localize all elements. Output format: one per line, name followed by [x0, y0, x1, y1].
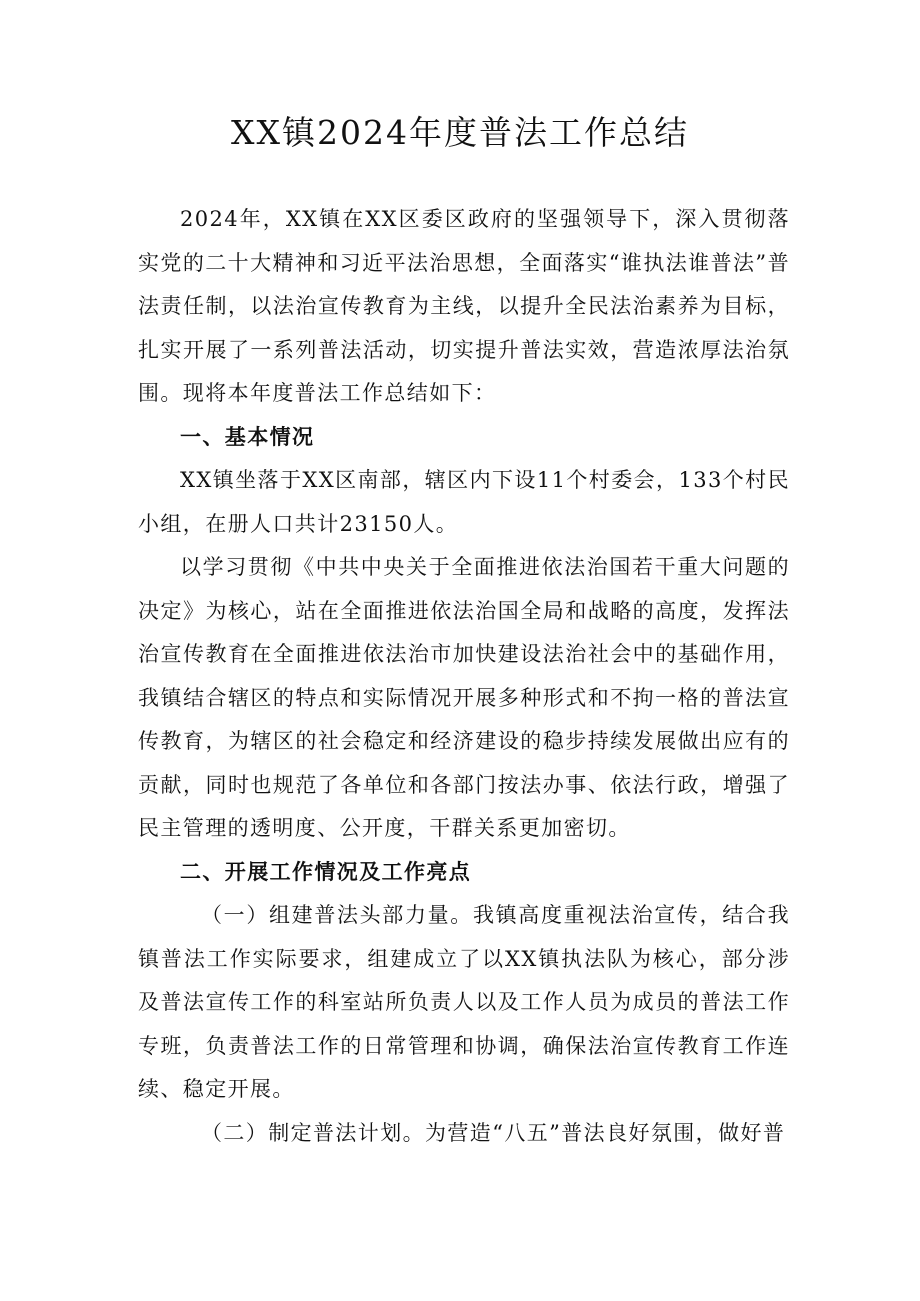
- basic-info-paragraph: XX镇坐落于XX区南部，辖区内下设11个村委会，133个村民小组，在册人口共计23150人。: [138, 468, 790, 536]
- document-title: XX镇2024年度普法工作总结: [231, 113, 689, 152]
- subsection-paragraph-2: （二）制定普法计划。为营造“八五”普法良好氛围，做好普: [201, 1120, 786, 1145]
- document-body: [138, 198, 790, 1155]
- section-heading-basic-situation: 一、基本情况: [180, 424, 315, 449]
- subsection-paragraph-1: （一）组建普法头部力量。我镇高度重视法治宣传，结合我镇普法工作实际要求，组建成立了以XX镇执法队为核心，部分涉及普法宣传工作的科室站所负责人以及工作人员为成员的普法工作专班，负责普法工作的日常管理和协调，确保法治宣传教育工作连续、稳定开展。: [138, 903, 790, 1101]
- core-study-paragraph: 以学习贯彻《中共中央关于全面推进依法治国若干重大问题的决定》为核心，站在全面推进依法治国全局和战略的高度，发挥法治宣传教育在全面推进依法治市加快建设法治社会中的基础作用，我镇结合辖区的特点和实际情况开展多种形式和不拘一格的普法宣传教育，为辖区的社会稳定和经济建设的稳步持续发展做出应有的贡献，同时也规范了各单位和各部门按法办事、依法行政，增强了民主管理的透明度、公开度，干群关系更加密切。: [138, 555, 790, 840]
- intro-paragraph: 2024年，XX镇在XX区委区政府的坚强领导下，深入贯彻落实党的二十大精神和习近平法治思想，全面落实“谁执法谁普法”普法责任制，以法治宣传教育为主线，以提升全民法治素养为目标，扎实开展了一系列普法活动，切实提升普法实效，营造浓厚法治氛围。现将本年度普法工作总结如下：: [138, 207, 790, 405]
- section-heading-work-highlights: 二、开展工作情况及工作亮点: [180, 859, 472, 884]
